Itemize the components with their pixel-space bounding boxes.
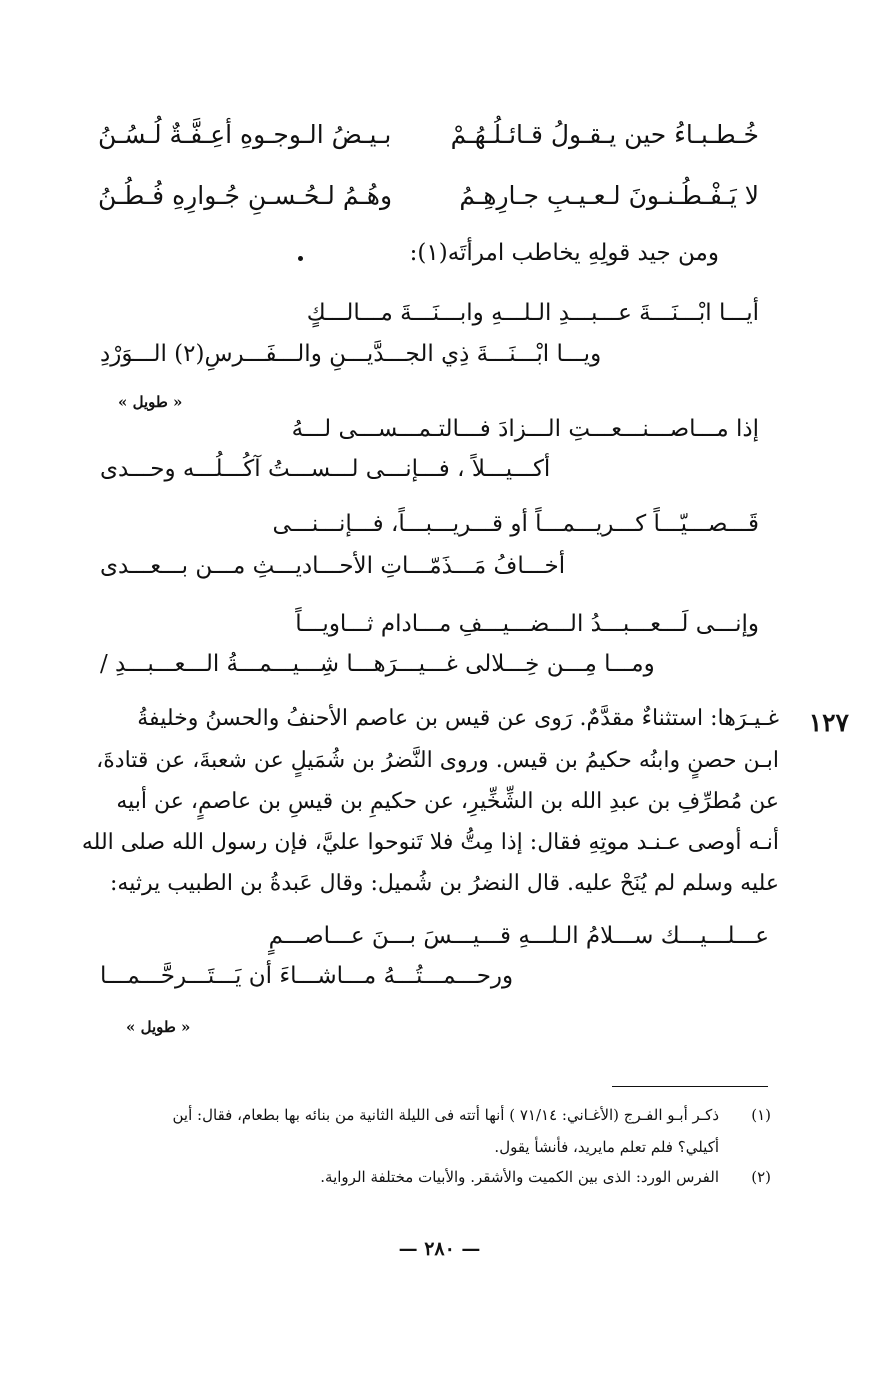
footnote-separator (612, 1086, 768, 1087)
poem2-verse2-a: إذا مـــاصـــنـــعـــتِ الـــزادَ فـــالتـمـــســـى لـــهُ (291, 416, 759, 442)
footnote-1-number: (١) (751, 1106, 771, 1124)
poem3-line-a: عـــلـــيـــك ســـلامُ الـلـــهِ قـــيـــسَ بـــنَ عـــاصـــمٍ (268, 923, 769, 949)
footnote-1-line-1: ذكـر أبـو الفـرج (الأغـاني: ٧١/١٤ ) أنها أتته فى الليلة الثانية من بنائه بها بطعام، فقال: أين (172, 1106, 719, 1124)
poem2-meter: « طويل » (118, 393, 183, 411)
poem3-line-b: ورحـــمـــتُـــهُ مـــاشـــاءَ أن يَـــتَـــرحَّـــمـــا (100, 963, 514, 989)
poem3-meter: « طويل » (126, 1018, 191, 1036)
footnote-1-line-2: أكيلي؟ فلم تعلم مايريد، فأنشأ يقول. (494, 1138, 719, 1156)
entry-number: ١٢٧ (808, 708, 849, 737)
poem2-verse4-a: وإنـــى لَـــعـــبـــدُ الـــضـــيـــفِ مـــادام ثـــاويـــاً (295, 611, 759, 637)
poem2-verse1-b: ويـــا ابْـــنَـــةَ ذِي الجـــدَّيـــنِ والـــفَـــرسِ(٢) الـــوَرْدِ (100, 341, 602, 367)
poem1-line2-second-hemistich: وهُـمُ لـحُـسـنِ جُـوارِهِ فُـطُـنُ (98, 181, 393, 210)
footnote-2-number: (٢) (751, 1168, 771, 1186)
poem1-line1-first-hemistich: خُـطـبـاءُ حين يـقـولُ قـائـلُـهُـمْ (450, 120, 759, 149)
poem2-verse1-a: أيـــا ابْـــنَـــةَ عـــبـــدِ الـلـــهِ وابـــنَـــةَ مـــالـــكٍ (306, 300, 759, 326)
stray-dot (298, 256, 303, 261)
entry-line-4: أنـه أوصى عـنـد موتِهِ فقال: إذا مِتُّ فلا تَنوحوا عليَّ، فإن رسول الله صلى الله (81, 830, 779, 855)
poem2-verse3-b: أخـــافُ مَـــذَمّـــاتِ الأحـــاديـــثِ مـــن بـــعـــدى (100, 553, 566, 579)
poem1-line2-first-hemistich: لا يَـفْـطُـنـونَ لـعـيـبِ جـارِهِـمُ (459, 181, 759, 210)
poem2-verse3-a: قَـــصـــيّـــاً كـــريـــمـــاً أو قـــريـــبـــاً، فـــإنـــنـــى (272, 511, 759, 537)
entry-line-2: ابـن حصنٍ وابنُه حكيمُ بن قيس. وروى النَّضرُ بن شُمَيلٍ عن شعبةَ، عن قتادةَ، (96, 748, 779, 773)
poem1-line1-second-hemistich: بـيـضُ الـوجـوهِ أعِـفَّـةٌ لُـسُـنُ (98, 120, 392, 149)
entry-line-3: عن مُطرِّفِ بن عبدِ الله بن الشِّخِّيرِ، عن حكيمِ بن قيسِ بن عاصمٍ، عن أبيه (116, 789, 779, 814)
entry-line-5: عليه وسلم لم يُنَحْ عليه. قال النضرُ بن شُميل: وقال عَبدةُ بن الطبيب يرثيه: (109, 871, 779, 896)
footnote-2-line-1: الفرس الورد: الذى بين الكميت والأشقر. والأبيات مختلفة الرواية. (320, 1168, 719, 1186)
entry-line-1: غـيـرَها: استثناءٌ مقدَّمٌ. رَوى عن قيس بن عاصم الأحنفُ والحسنُ وخليفةُ (137, 706, 779, 731)
page-number: — ٢٨٠ — (398, 1238, 481, 1260)
poem2-intro: ومن جيد قولِهِ يخاطب امرأتَه(١): (409, 240, 719, 266)
poem2-verse2-b: أكـــيـــلاً ، فـــإنـــى لـــســـتُ آكُـــلُـــه وحـــدى (100, 456, 551, 482)
poem2-verse4-b: ومـــا مِـــن خِـــلالى غـــيـــرَهـــا شِـــيـــمـــةُ الـــعـــبـــدِ / (100, 651, 655, 677)
